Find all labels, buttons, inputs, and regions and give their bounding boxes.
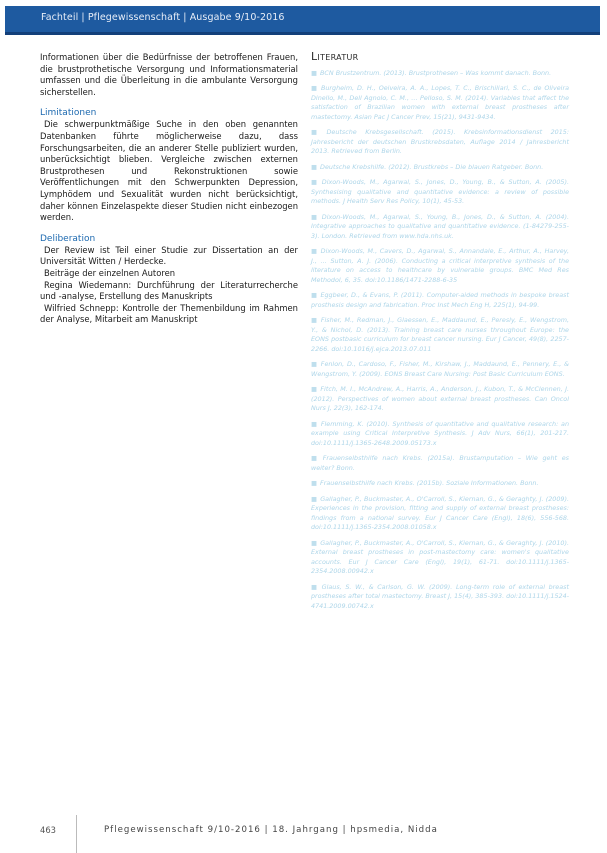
page-header xyxy=(5,6,600,35)
reference-item: ■ Burgheim, D. H., Oeiveira, A. A., Lopes, T. C., Brischiliari, S. C., de Oliveira Dinello, M., Dell Agnolo, C. M., … Pelloso, S. M. (2014). Variables that affect the satisfaction of Brazilian women with external breast prostheses after mastectomy. Asian Pac J Cancer Prev, 15(21), 9431-9434. xyxy=(311,84,569,121)
deliberation-p2: Beiträge der einzelnen Autoren xyxy=(44,267,176,278)
bullet-icon: ■ xyxy=(311,454,320,462)
bullet-icon: ■ xyxy=(311,385,318,393)
reference-item: ■ Deutsche Krebshilfe. (2012). Brustkrebs – Die blauen Ratgeber. Bonn. xyxy=(311,162,544,171)
bullet-icon: ■ xyxy=(311,538,318,547)
deliberation-p3: Regina Wiedemann: Durchführung der Literaturrecherche und -analyse, Erstellung des Manuskripts xyxy=(40,279,298,302)
reference-item: ■ Frauenselbsthilfe nach Krebs. (2015a). Brustamputation – Wie geht es weiter? Bonn. xyxy=(311,454,569,472)
reference-item: ■ Frauenselbsthilfe nach Krebs. (2015b). Soziale Informationen. Bonn. xyxy=(311,479,539,487)
reference-item: ■ Dixon-Woods, M., Cavers, D., Agarwal, S., Annandale, E., Arthur, A., Harvey, J., … Sutton, A. J. (2006). Conducting a critical interpretive synthesis of the literature on access to healthcare by vulnerable groups. BMC Med Res Methodol, 6, 35. doi:10.1186/1471-2288-6-35 xyxy=(311,247,569,284)
bullet-icon: ■ xyxy=(311,360,318,368)
bullet-icon: ■ xyxy=(311,128,324,136)
left-column xyxy=(40,52,298,326)
deliberation-p4: Wilfried Schnepp: Kontrolle der Themenbildung im Rahmen der Analyse, Mitarbeit am Manuskript xyxy=(40,302,298,325)
reference-item: ■ Fenlon, D., Cardoso, F., Fisher, M., Kirshaw, J., Maddaund, E., Pennery, E., & Wengstrom, Y. (2009). EONS Breast Care Nursing: Post Basic Curriculum EONS. xyxy=(311,360,569,378)
deliberation-p1: Der Review ist Teil einer Studie zur Dissertation an der Universität Witten / Herdecke. xyxy=(40,244,298,267)
bullet-icon: ■ xyxy=(311,479,318,487)
page-number: 463 xyxy=(40,825,56,835)
reference-item: ■ Gallagher, P., Buckmaster, A., O'Carroll, S., Kiernan, G., & Geraghty, J. (2009). Experiences in the provision, fitting and supply of external breast prostheses: findings from a national survey. Eur J Cancer Care (Engl), 18(6), 556-568. doi:10.1111/j.1365-2354.2008.01058.x xyxy=(311,494,569,531)
bullet-icon: ■ xyxy=(311,178,319,186)
footer-divider xyxy=(76,815,77,853)
reference-item: ■ Gallagher, P., Buckmaster, A., O'Carroll, S., Kiernan, G., & Geraghty, J. (2010). External breast prostheses in post-mastectomy care: women's qualitative accounts. Eur J Cancer Care (Engl), 19(1), 61-71. doi:10.1111/j.1365-2354.2008.00942.x xyxy=(311,538,569,575)
reference-item: ■ Fisher, M., Redman, J., Glaessen, E., Maddaund, E., Peresly, E., Wengstrom, Y., & Nichol, D. (2013). Training breast care nurses throughout Europe: the EONS postbasic curriculum for breast cancer nursing. Eur J Cancer, 49(8), 2257-2266. doi:10.1016/j.ejca.2013.07.011 xyxy=(311,316,569,353)
reference-item: ■ Fitch, M. I., McAndrew, A., Harris, A., Anderson, J., Kubon, T., & McClennen, J. (2012). Perspectives of women about external breast prostheses. Can Oncol Nurs J, 22(3), 162-174. xyxy=(311,385,569,412)
footer-text: Pflegewissenschaft 9/10-2016 | 18. Jahrgang | hpsmedia, Nidda xyxy=(104,825,438,835)
reference-item: ■ Deutsche Krebsgesellschaft. (2015). Krebsinformationsdienst 2015: Jahresbericht der deutschen Brustkrebsdaten, Auflage 2014 / Jahresbericht 2013. Retrieved from Berlin. xyxy=(311,128,570,155)
reference-item: ■ Eggbeer, D., & Evans, P. (2011). Computer-aided methods in bespoke breast prosthesis design and fabrication. Proc Inst Mech Eng H, 225(1), 94-99. xyxy=(311,291,569,309)
bullet-icon: ■ xyxy=(311,291,318,299)
header-title: Fachteil | Pflegewissenschaft | Ausgabe 9/10-2016 xyxy=(41,12,285,23)
reference-item: ■ Dixon-Woods, M., Agarwal, S., Young, B., Jones, D., & Sutton, A. (2004). Integrative approaches to qualitative and quantitative evidence. (1-84279-255-3). London. Retrieved from www.hda.nhs.uk. xyxy=(311,212,569,240)
bullet-icon: ■ xyxy=(311,316,318,324)
bullet-icon: ■ xyxy=(311,582,319,591)
intro-paragraph: Informationen über die Bedürfnisse der betroffenen Frauen, die brustprothetische Versorgung und Informationsmaterial umfassen und die Überleitung in die ambulante Versorgung sicherstellen. xyxy=(40,52,298,97)
deliberation-heading: Deliberation xyxy=(40,233,96,244)
bullet-icon: ■ xyxy=(311,247,318,255)
bullet-icon: ■ xyxy=(311,162,318,171)
bullet-icon: ■ xyxy=(311,494,318,503)
bullet-icon: ■ xyxy=(311,84,318,92)
page-footer xyxy=(0,805,607,853)
reference-item: ■ BCN Brustzentrum. (2013). Brustprothesen – Was kommt danach. Bonn. xyxy=(311,68,552,77)
literature-heading: Literatur xyxy=(311,50,359,63)
reference-list xyxy=(311,69,569,612)
limitations-text: Die schwerpunktmäßige Suche in den oben genannten Datenbanken führte möglicherweise dazu, dass Forschungsarbeiten, die an anderer Stelle publiziert wurden, unberücksichtigt blieben. Vergleiche zwischen externen Brustprothesen und Rekonstruktionen sowie Veröffentlichungen mit den Schwerpunkten Depression, Lymphödem und Sexualität wurden nicht berücksichtigt, daher können Einzelaspekte dieser Studien nicht einbezogen werden. xyxy=(40,119,298,223)
reference-item: ■ Flemming, K. (2010). Synthesis of quantitative and qualitative research: an example using Critical Interpretive Synthesis. J Adv Nurs, 66(1), 201-217. doi:10.1111/j.1365-2648.2009.05173.x xyxy=(311,419,569,447)
limitations-heading: Limitationen xyxy=(40,108,97,119)
bullet-icon: ■ xyxy=(311,68,318,77)
reference-item: ■ Dixon-Woods, M., Agarwal, S., Jones, D., Young, B., & Sutton, A. (2005). Synthesising qualitative and quantitative evidence: a review of possible methods. J Health Serv Res Policy, 10(1), 45-53. xyxy=(311,178,569,205)
right-column xyxy=(311,52,569,617)
reference-item: ■ Glaus, S. W., & Carlson, G. W. (2009). Long-term role of external breast prostheses after total mastectomy. Breast J, 15(4), 385-393. doi:10.1111/j.1524-4741.2009.00742.x xyxy=(311,582,569,610)
bullet-icon: ■ xyxy=(311,212,319,221)
bullet-icon: ■ xyxy=(311,419,318,428)
